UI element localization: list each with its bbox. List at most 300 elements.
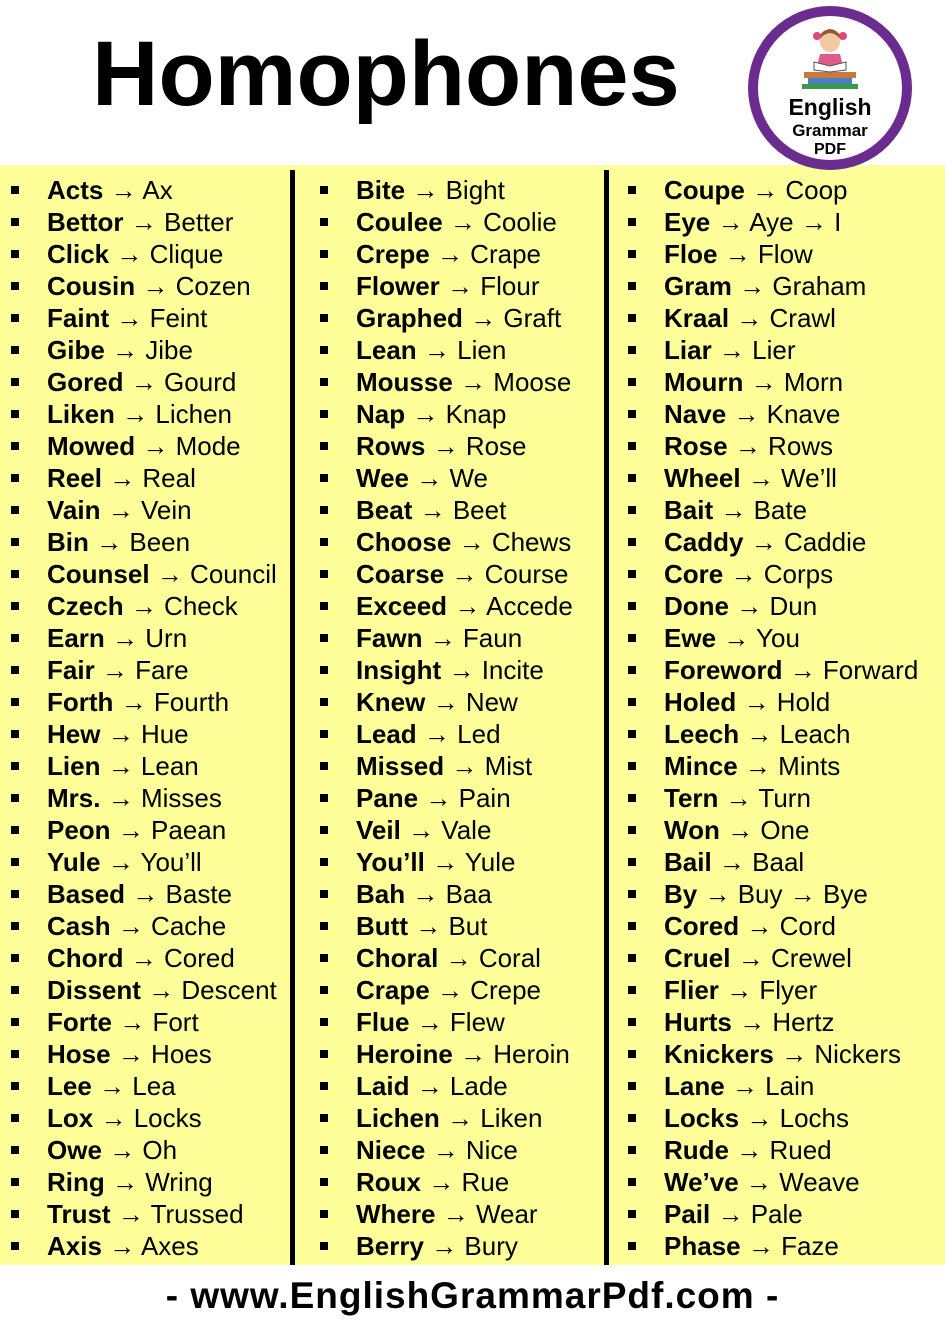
- headword: Coupe: [664, 175, 745, 205]
- bullet-icon: [320, 602, 328, 610]
- headword: Beat: [356, 495, 413, 525]
- arrow-icon: →: [99, 1071, 126, 1101]
- homophone-word: I: [834, 207, 842, 237]
- homophone-item: [11, 878, 277, 910]
- arrow-icon: →: [746, 911, 773, 941]
- homophone-word: Descent: [181, 975, 277, 1005]
- arrow-icon: →: [454, 591, 481, 621]
- homophone-item: [11, 526, 277, 558]
- arrow-icon: →: [110, 175, 137, 205]
- homophone-item: [320, 622, 573, 654]
- homophone-word: Fort: [152, 1007, 199, 1037]
- homophone-word: Beet: [452, 495, 507, 525]
- bullet-icon: [11, 1242, 19, 1250]
- headword: Faint: [47, 303, 110, 333]
- arrow-icon: →: [436, 239, 463, 269]
- homophone-word: You’ll: [140, 847, 202, 877]
- arrow-icon: →: [408, 815, 435, 845]
- homophone-item: [628, 462, 918, 494]
- homophone-item: [320, 462, 573, 494]
- headword: Reel: [47, 463, 102, 493]
- homophone-item: [320, 334, 573, 366]
- homophone-item: [320, 686, 573, 718]
- arrow-icon: →: [120, 687, 147, 717]
- headword: Bah: [356, 879, 406, 909]
- headword: Based: [47, 879, 126, 909]
- headword: Vain: [47, 495, 101, 525]
- homophone-word: But: [448, 911, 488, 941]
- homophone-word: Trussed: [150, 1199, 244, 1229]
- headword: Acts: [47, 175, 104, 205]
- bullet-icon: [628, 186, 636, 194]
- homophone-item: [628, 366, 918, 398]
- bullet-icon: [11, 250, 19, 258]
- homophone-word: Better: [164, 207, 234, 237]
- headword: Crape: [356, 975, 430, 1005]
- headword: Laid: [356, 1071, 410, 1101]
- bullet-icon: [628, 1242, 636, 1250]
- arrow-icon: →: [734, 431, 761, 461]
- homophone-item: [11, 718, 277, 750]
- homophone-item: [628, 1166, 918, 1198]
- homophone-item: [628, 1134, 918, 1166]
- homophone-word: Vein: [140, 495, 192, 525]
- homophone-item: [320, 526, 573, 558]
- bullet-icon: [320, 378, 328, 386]
- bullet-icon: [320, 986, 328, 994]
- arrow-icon: →: [107, 783, 134, 813]
- homophone-word: Nice: [465, 1135, 518, 1165]
- bullet-icon: [320, 922, 328, 930]
- homophone-word: Moose: [493, 367, 572, 397]
- arrow-icon: →: [451, 559, 478, 589]
- arrow-icon: →: [743, 687, 770, 717]
- arrow-icon: →: [436, 975, 463, 1005]
- bullet-icon: [628, 1210, 636, 1218]
- homophone-word: Lochs: [779, 1103, 850, 1133]
- bullet-icon: [628, 602, 636, 610]
- headword: Lead: [356, 719, 417, 749]
- arrow-icon: →: [733, 399, 760, 429]
- arrow-icon: →: [725, 783, 752, 813]
- footer: [0, 1265, 945, 1323]
- headword: Hurts: [664, 1007, 732, 1037]
- homophone-item: [628, 910, 918, 942]
- arrow-icon: →: [425, 783, 452, 813]
- arrow-icon: →: [800, 207, 827, 237]
- arrow-icon: →: [112, 623, 139, 653]
- bullet-icon: [628, 730, 636, 738]
- homophone-item: [320, 238, 573, 270]
- headword: Lox: [47, 1103, 94, 1133]
- headword: Rows: [356, 431, 426, 461]
- homophone-item: [11, 366, 277, 398]
- headword: Flue: [356, 1007, 410, 1037]
- headword: Trust: [47, 1199, 111, 1229]
- bullet-icon: [628, 314, 636, 322]
- homophone-word: Crewel: [770, 943, 852, 973]
- arrow-icon: →: [750, 527, 777, 557]
- bullet-icon: [320, 1178, 328, 1186]
- arrow-icon: →: [447, 271, 474, 301]
- column-divider: [604, 170, 609, 1265]
- arrow-icon: →: [746, 1103, 773, 1133]
- arrow-icon: →: [132, 879, 159, 909]
- arrow-icon: →: [731, 1071, 758, 1101]
- headword: By: [664, 879, 698, 909]
- arrow-icon: →: [431, 1231, 458, 1261]
- arrow-icon: →: [718, 335, 745, 365]
- headword: Nap: [356, 399, 406, 429]
- arrow-icon: →: [117, 815, 144, 845]
- homophone-word: Mode: [175, 431, 241, 461]
- homophone-word: Morn: [783, 367, 844, 397]
- homophone-word: Lain: [765, 1071, 815, 1101]
- bullet-icon: [11, 794, 19, 802]
- arrow-icon: →: [432, 847, 459, 877]
- homophone-word: Forward: [822, 655, 919, 685]
- bullet-icon: [628, 346, 636, 354]
- headword: Done: [664, 591, 729, 621]
- homophone-item: [628, 686, 918, 718]
- arrow-icon: →: [704, 879, 731, 909]
- homophone-item: [628, 622, 918, 654]
- homophone-item: [11, 1102, 277, 1134]
- bullet-icon: [11, 986, 19, 994]
- homophone-word: Bight: [445, 175, 505, 205]
- homophone-item: [628, 174, 918, 206]
- homophone-word: Check: [164, 591, 238, 621]
- arrow-icon: →: [449, 207, 476, 237]
- homophone-item: [628, 974, 918, 1006]
- arrow-icon: →: [142, 271, 169, 301]
- bullet-icon: [628, 410, 636, 418]
- homophone-word: Rows: [768, 431, 834, 461]
- arrow-icon: →: [416, 463, 443, 493]
- headword: Axis: [47, 1231, 102, 1261]
- homophone-item: [11, 1006, 277, 1038]
- arrow-icon: →: [109, 1135, 136, 1165]
- homophone-word: We: [449, 463, 488, 493]
- headword: Holed: [664, 687, 737, 717]
- headword: Forte: [47, 1007, 112, 1037]
- bullet-icon: [320, 730, 328, 738]
- headword: Forth: [47, 687, 114, 717]
- bullet-icon: [11, 1050, 19, 1058]
- homophone-word: Crepe: [470, 975, 541, 1005]
- bullet-icon: [628, 1018, 636, 1026]
- arrow-icon: →: [739, 271, 766, 301]
- bullet-icon: [11, 826, 19, 834]
- headword: Exceed: [356, 591, 448, 621]
- bullet-icon: [320, 698, 328, 706]
- arrow-icon: →: [460, 1039, 487, 1069]
- homophone-word: Flow: [757, 239, 813, 269]
- homophone-item: [320, 878, 573, 910]
- homophone-word: Vale: [441, 815, 492, 845]
- headword: Berry: [356, 1231, 424, 1261]
- bullet-icon: [628, 698, 636, 706]
- homophone-word: Knave: [766, 399, 841, 429]
- homophone-item: [11, 334, 277, 366]
- bullet-icon: [11, 1146, 19, 1154]
- arrow-icon: →: [130, 367, 157, 397]
- homophone-word: Lichen: [155, 399, 233, 429]
- bullet-icon: [320, 442, 328, 450]
- homophone-item: [320, 814, 573, 846]
- homophone-word: We’ll: [781, 463, 837, 493]
- homophone-item: [320, 942, 573, 974]
- arrow-icon: →: [727, 815, 754, 845]
- homophone-item: [11, 430, 277, 462]
- homophone-item: [320, 910, 573, 942]
- arrow-icon: →: [432, 1135, 459, 1165]
- homophone-word: Fourth: [153, 687, 230, 717]
- bullet-icon: [628, 1050, 636, 1058]
- headword: We’ve: [664, 1167, 739, 1197]
- homophone-word: New: [465, 687, 518, 717]
- arrow-icon: →: [100, 1103, 127, 1133]
- homophone-item: [628, 590, 918, 622]
- homophone-item: [320, 750, 573, 782]
- homophone-word: Flew: [449, 1007, 505, 1037]
- arrow-icon: →: [107, 495, 134, 525]
- homophone-word: Locks: [133, 1103, 202, 1133]
- headword: Dissent: [47, 975, 141, 1005]
- headword: Core: [664, 559, 724, 589]
- bullet-icon: [11, 186, 19, 194]
- homophone-word: Incite: [481, 655, 544, 685]
- homophone-word: Graham: [772, 271, 867, 301]
- arrow-icon: →: [470, 303, 497, 333]
- bullet-icon: [628, 1114, 636, 1122]
- headword: Lean: [356, 335, 417, 365]
- arrow-icon: →: [148, 975, 175, 1005]
- homophone-item: [320, 846, 573, 878]
- arrow-icon: →: [117, 1039, 144, 1069]
- homophone-word: Led: [457, 719, 501, 749]
- homophone-word: Hold: [776, 687, 831, 717]
- homophone-item: [628, 718, 918, 750]
- bullet-icon: [320, 1018, 328, 1026]
- bullet-icon: [11, 410, 19, 418]
- logo-text-pdf: PDF: [814, 141, 846, 158]
- homophone-item: [628, 430, 918, 462]
- homophone-word: Wear: [475, 1199, 538, 1229]
- bullet-icon: [11, 954, 19, 962]
- bullet-icon: [320, 666, 328, 674]
- homophone-word: Clique: [149, 239, 224, 269]
- headword: Roux: [356, 1167, 421, 1197]
- homophone-item: [628, 1198, 918, 1230]
- bullet-icon: [628, 666, 636, 674]
- arrow-icon: →: [130, 207, 157, 237]
- homophone-word: Corps: [763, 559, 834, 589]
- homophone-word: Fare: [135, 655, 189, 685]
- homophone-word: Council: [190, 559, 277, 589]
- bullet-icon: [628, 570, 636, 578]
- headword: Kraal: [664, 303, 730, 333]
- homophone-word: Cord: [779, 911, 836, 941]
- homophone-word: Hertz: [772, 1007, 835, 1037]
- homophone-word: Heroin: [493, 1039, 570, 1069]
- homophone-word: Yule: [464, 847, 516, 877]
- headword: Cash: [47, 911, 111, 941]
- homophone-word: Course: [484, 559, 569, 589]
- homophone-word: Real: [142, 463, 196, 493]
- arrow-icon: →: [156, 559, 183, 589]
- homophone-word: Gourd: [164, 367, 237, 397]
- headword: Caddy: [664, 527, 744, 557]
- homophone-item: [320, 1134, 573, 1166]
- website-url: - www.EnglishGrammarPdf.com -: [165, 1275, 780, 1316]
- homophone-word: Rose: [465, 431, 527, 461]
- homophone-item: [628, 750, 918, 782]
- homophone-item: [628, 942, 918, 974]
- bullet-icon: [11, 1210, 19, 1218]
- homophone-word: Wring: [145, 1167, 213, 1197]
- headword: Gored: [47, 367, 124, 397]
- homophone-item: [628, 654, 918, 686]
- bullet-icon: [11, 698, 19, 706]
- homophone-item: [320, 1006, 573, 1038]
- arrow-icon: →: [448, 655, 475, 685]
- bullet-icon: [320, 954, 328, 962]
- headword: Bin: [47, 527, 89, 557]
- headword: Insight: [356, 655, 442, 685]
- homophone-item: [628, 846, 918, 878]
- homophone-word: Cache: [151, 911, 227, 941]
- bullet-icon: [628, 378, 636, 386]
- homophone-item: [320, 430, 573, 462]
- arrow-icon: →: [116, 303, 143, 333]
- homophone-word: Hoes: [151, 1039, 212, 1069]
- arrow-icon: →: [789, 655, 816, 685]
- bullet-icon: [628, 986, 636, 994]
- arrow-icon: →: [458, 527, 485, 557]
- headword: Graphed: [356, 303, 463, 333]
- bullet-icon: [11, 634, 19, 642]
- homophone-word: Mist: [484, 751, 533, 781]
- headword: Bait: [664, 495, 714, 525]
- arrow-icon: →: [451, 751, 478, 781]
- homophone-item: [11, 686, 277, 718]
- homophone-item: [320, 782, 573, 814]
- homophone-item: [320, 590, 573, 622]
- headword: Choral: [356, 943, 439, 973]
- bullet-icon: [628, 282, 636, 290]
- homophone-item: [320, 1230, 573, 1262]
- homophone-item: [11, 782, 277, 814]
- bullet-icon: [320, 474, 328, 482]
- homophone-word: Coolie: [483, 207, 557, 237]
- homophone-item: [628, 1070, 918, 1102]
- headword: Gram: [664, 271, 732, 301]
- homophone-item: [628, 238, 918, 270]
- arrow-icon: →: [130, 591, 157, 621]
- bullet-icon: [320, 410, 328, 418]
- homophone-item: [628, 782, 918, 814]
- arrow-icon: →: [747, 463, 774, 493]
- arrow-icon: →: [736, 303, 763, 333]
- column-divider: [290, 170, 295, 1265]
- arrow-icon: →: [752, 175, 779, 205]
- homophone-item: [628, 334, 918, 366]
- headword: Peon: [47, 815, 111, 845]
- headword: Gibe: [47, 335, 105, 365]
- headword: Fawn: [356, 623, 423, 653]
- homophone-word: Urn: [145, 623, 188, 653]
- arrow-icon: →: [750, 367, 777, 397]
- homophone-word: Coral: [478, 943, 541, 973]
- arrow-icon: →: [789, 879, 816, 909]
- arrow-icon: →: [130, 943, 157, 973]
- word-column-3: [628, 174, 918, 1262]
- bullet-icon: [11, 474, 19, 482]
- arrow-icon: →: [724, 239, 751, 269]
- arrow-icon: →: [122, 399, 149, 429]
- arrow-icon: →: [101, 655, 128, 685]
- arrow-icon: →: [736, 1135, 763, 1165]
- headword: Missed: [356, 751, 445, 781]
- homophone-word: Pain: [458, 783, 511, 813]
- homophone-item: [11, 302, 277, 334]
- bullet-icon: [320, 762, 328, 770]
- homophone-word: Paean: [151, 815, 227, 845]
- headword: Floe: [664, 239, 718, 269]
- arrow-icon: →: [432, 687, 459, 717]
- arrow-icon: →: [109, 463, 136, 493]
- arrow-icon: →: [416, 1071, 443, 1101]
- homophone-item: [320, 974, 573, 1006]
- headword: Knickers: [664, 1039, 774, 1069]
- arrow-icon: →: [445, 943, 472, 973]
- homophone-item: [320, 1198, 573, 1230]
- headword: Eye: [664, 207, 711, 237]
- bullet-icon: [11, 1114, 19, 1122]
- arrow-icon: →: [442, 1199, 469, 1229]
- homophone-word: Rued: [769, 1135, 832, 1165]
- arrow-icon: →: [107, 719, 134, 749]
- arrow-icon: →: [107, 751, 134, 781]
- homophone-item: [628, 1006, 918, 1038]
- bullet-icon: [11, 730, 19, 738]
- headword: Crepe: [356, 239, 430, 269]
- logo: [748, 6, 912, 170]
- arrow-icon: →: [119, 1007, 146, 1037]
- bullet-icon: [11, 602, 19, 610]
- headword: Cousin: [47, 271, 136, 301]
- headword: Where: [356, 1199, 436, 1229]
- bullet-icon: [11, 538, 19, 546]
- arrow-icon: →: [717, 1199, 744, 1229]
- homophone-word: Lea: [132, 1071, 176, 1101]
- homophone-item: [628, 206, 918, 238]
- arrow-icon: →: [412, 399, 439, 429]
- arrow-icon: →: [419, 495, 446, 525]
- bullet-icon: [628, 538, 636, 546]
- bullet-icon: [11, 378, 19, 386]
- homophone-item: [320, 302, 573, 334]
- headword: Lane: [664, 1071, 725, 1101]
- headword: Cored: [664, 911, 740, 941]
- homophone-word: Faze: [781, 1231, 839, 1261]
- arrow-icon: →: [747, 1231, 774, 1261]
- bullet-icon: [628, 1178, 636, 1186]
- headword: Foreword: [664, 655, 783, 685]
- bullet-icon: [320, 1114, 328, 1122]
- arrow-icon: →: [109, 1231, 136, 1261]
